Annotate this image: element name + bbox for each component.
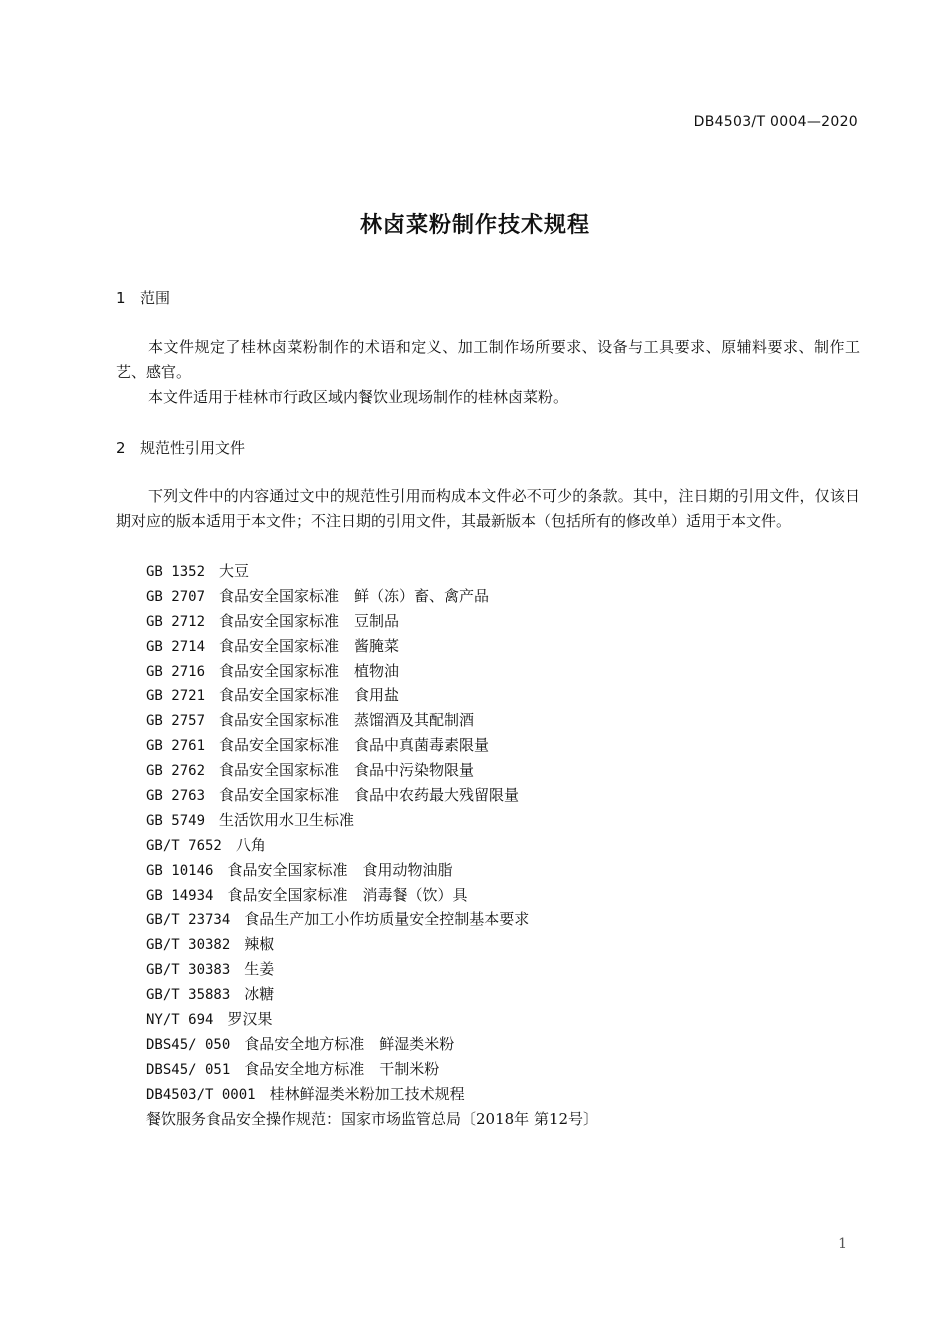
reference-item: [146, 808, 598, 833]
reference-code: GB 14934: [146, 887, 214, 904]
reference-code: NY/T 694: [146, 1012, 214, 1029]
reference-item: [146, 708, 598, 733]
reference-item: [146, 1057, 598, 1082]
reference-code: GB/T 30382: [146, 937, 231, 954]
reference-code: GB 2763: [146, 788, 206, 805]
reference-code: GB 2716: [146, 663, 206, 680]
section-title: 范围: [140, 289, 171, 307]
reference-code: GB/T 23734: [146, 912, 231, 929]
reference-code: GB/T 35883: [146, 987, 231, 1004]
page-number: 1: [838, 1236, 847, 1252]
reference-code: DBS45/ 050: [146, 1036, 231, 1053]
reference-item: [146, 907, 598, 932]
reference-title: 食品安全国家标准 食品中污染物限量: [219, 761, 475, 780]
reference-item: [146, 1007, 598, 1032]
reference-title: 罗汉果: [227, 1010, 273, 1029]
reference-title: 餐饮服务食品安全操作规范：国家市场监管总局〔2018年 第12号〕: [146, 1109, 599, 1128]
reference-item: [146, 584, 598, 609]
reference-title: 生活饮用水卫生标准: [219, 810, 355, 829]
reference-item: [146, 883, 598, 908]
reference-title: 八角: [235, 835, 266, 854]
reference-title: 食品安全地方标准 干制米粉: [244, 1059, 440, 1078]
reference-item: [146, 833, 598, 858]
reference-title: 食品安全国家标准 食品中农药最大残留限量: [219, 786, 520, 805]
reference-code: GB 2707: [146, 588, 206, 605]
reference-title: 食品安全国家标准 鲜（冻）畜、禽产品: [219, 586, 490, 605]
reference-item: [146, 1032, 598, 1057]
reference-item: [146, 1082, 598, 1107]
reference-code: GB/T 7652: [146, 837, 222, 854]
reference-code: GB 1352: [146, 564, 206, 580]
paragraph: 下列文件中的内容通过文中的规范性引用而构成本文件必不可少的条款。其中，注日期的引用文件，仅该日期对应的版本适用于本文件；不注日期的引用文件，其最新版本（包括所有的修改单）适用于本文件。: [116, 487, 860, 530]
reference-item: [146, 932, 598, 957]
paragraph: 本文件适用于桂林市行政区域内餐饮业现场制作的桂林卤菜粉。: [148, 388, 569, 406]
reference-item: [146, 733, 598, 758]
reference-item: [146, 659, 598, 684]
reference-title: 辣椒: [244, 935, 275, 954]
reference-item: [146, 957, 598, 982]
reference-code: DB4503/T 0001: [146, 1086, 256, 1103]
reference-title: 食品安全国家标准 食品中真菌毒素限量: [219, 736, 490, 755]
section-heading-scope: [116, 287, 170, 308]
reference-code: GB 5749: [146, 812, 206, 829]
reference-item: [146, 609, 598, 634]
reference-item: [146, 982, 598, 1007]
reference-title: 食品安全国家标准 食用盐: [219, 686, 400, 705]
reference-list: [146, 559, 598, 1131]
reference-code: GB 2714: [146, 638, 206, 655]
reference-title: 食品安全国家标准 酱腌菜: [219, 636, 400, 655]
reference-code: GB 10146: [146, 862, 214, 879]
reference-item: [146, 758, 598, 783]
reference-code: DBS45/ 051: [146, 1061, 231, 1078]
reference-code: GB/T 30383: [146, 962, 231, 979]
reference-code: GB 2762: [146, 763, 206, 780]
reference-code: GB 2712: [146, 613, 206, 630]
paragraph: 本文件规定了桂林卤菜粉制作的术语和定义、加工制作场所要求、设备与工具要求、原辅料要求、制作工艺、感官。: [116, 338, 860, 381]
reference-item: [146, 559, 598, 584]
reference-title: 食品安全国家标准 蒸馏酒及其配制酒: [219, 711, 475, 730]
reference-item: [146, 858, 598, 883]
reference-title: 食品安全国家标准 植物油: [219, 661, 400, 680]
reference-title: 大豆: [219, 562, 250, 580]
reference-code: GB 2721: [146, 688, 206, 705]
reference-title: 食品安全地方标准 鲜湿类米粉: [244, 1034, 455, 1053]
reference-title: 食品安全国家标准 食用动物油脂: [227, 860, 453, 879]
section-title: 规范性引用文件: [140, 439, 246, 457]
reference-item: [146, 634, 598, 659]
reference-title: 食品生产加工小作坊质量安全控制基本要求: [244, 910, 530, 929]
document-code: DB4503/T 0004—2020: [693, 114, 858, 130]
reference-item: [146, 783, 598, 808]
section-number: 2: [116, 439, 126, 457]
reference-title: 桂林鲜湿类米粉加工技术规程: [269, 1084, 465, 1103]
reference-title: 冰糖: [244, 985, 275, 1004]
reference-item: [146, 683, 598, 708]
reference-title: 生姜: [244, 960, 275, 979]
reference-code: GB 2761: [146, 738, 206, 755]
reference-item: [146, 1107, 598, 1132]
section-number: 1: [116, 289, 126, 307]
document-title: 林卤菜粉制作技术规程: [359, 213, 590, 238]
reference-title: 食品安全国家标准 消毒餐（饮）具: [227, 885, 468, 904]
section-heading-normative-references: [116, 437, 245, 458]
reference-title: 食品安全国家标准 豆制品: [219, 611, 400, 630]
reference-code: GB 2757: [146, 713, 206, 730]
